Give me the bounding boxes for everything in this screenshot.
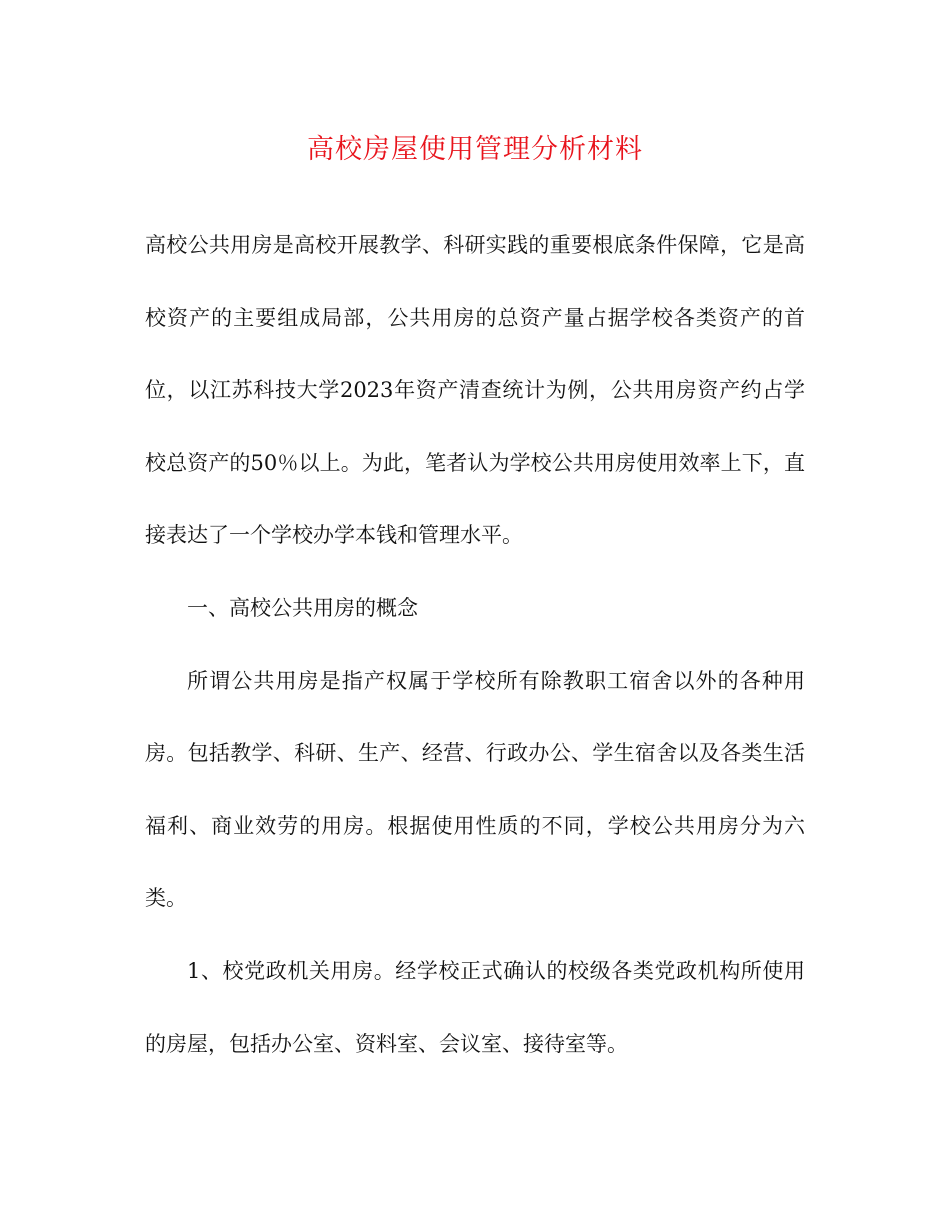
paragraph-category-1: 1、校党政机关用房。经学校正式确认的校级各类党政机构所使用的房屋，包括办公室、资料室、会议室、接待室等。 xyxy=(145,958,805,1056)
paragraph-definition: 所谓公共用房是指产权属于学校所有除教职工宿舍以外的各种用房。包括教学、科研、生产、经营、行政办公、学生宿舍以及各类生活福利、商业效劳的用房。根据使用性质的不同，学校公共用房分为六类。 xyxy=(145,668,805,911)
document-body xyxy=(145,209,805,1080)
section-heading-concept: 一、高校公共用房的概念 xyxy=(187,595,418,620)
paragraph-intro: 高校公共用房是高校开展教学、科研实践的重要根底条件保障，它是高校资产的主要组成局部，公共用房的总资产量占据学校各类资产的首位，以江苏科技大学2023年资产清查统计为例，公共用房资产约占学校总资产的50％以上。为此，笔者认为学校公共用房使用效率上下，直接表达了一个学校办学本钱和管理水平。 xyxy=(145,233,805,548)
document-title: 高校房屋使用管理分析材料 xyxy=(307,134,643,165)
